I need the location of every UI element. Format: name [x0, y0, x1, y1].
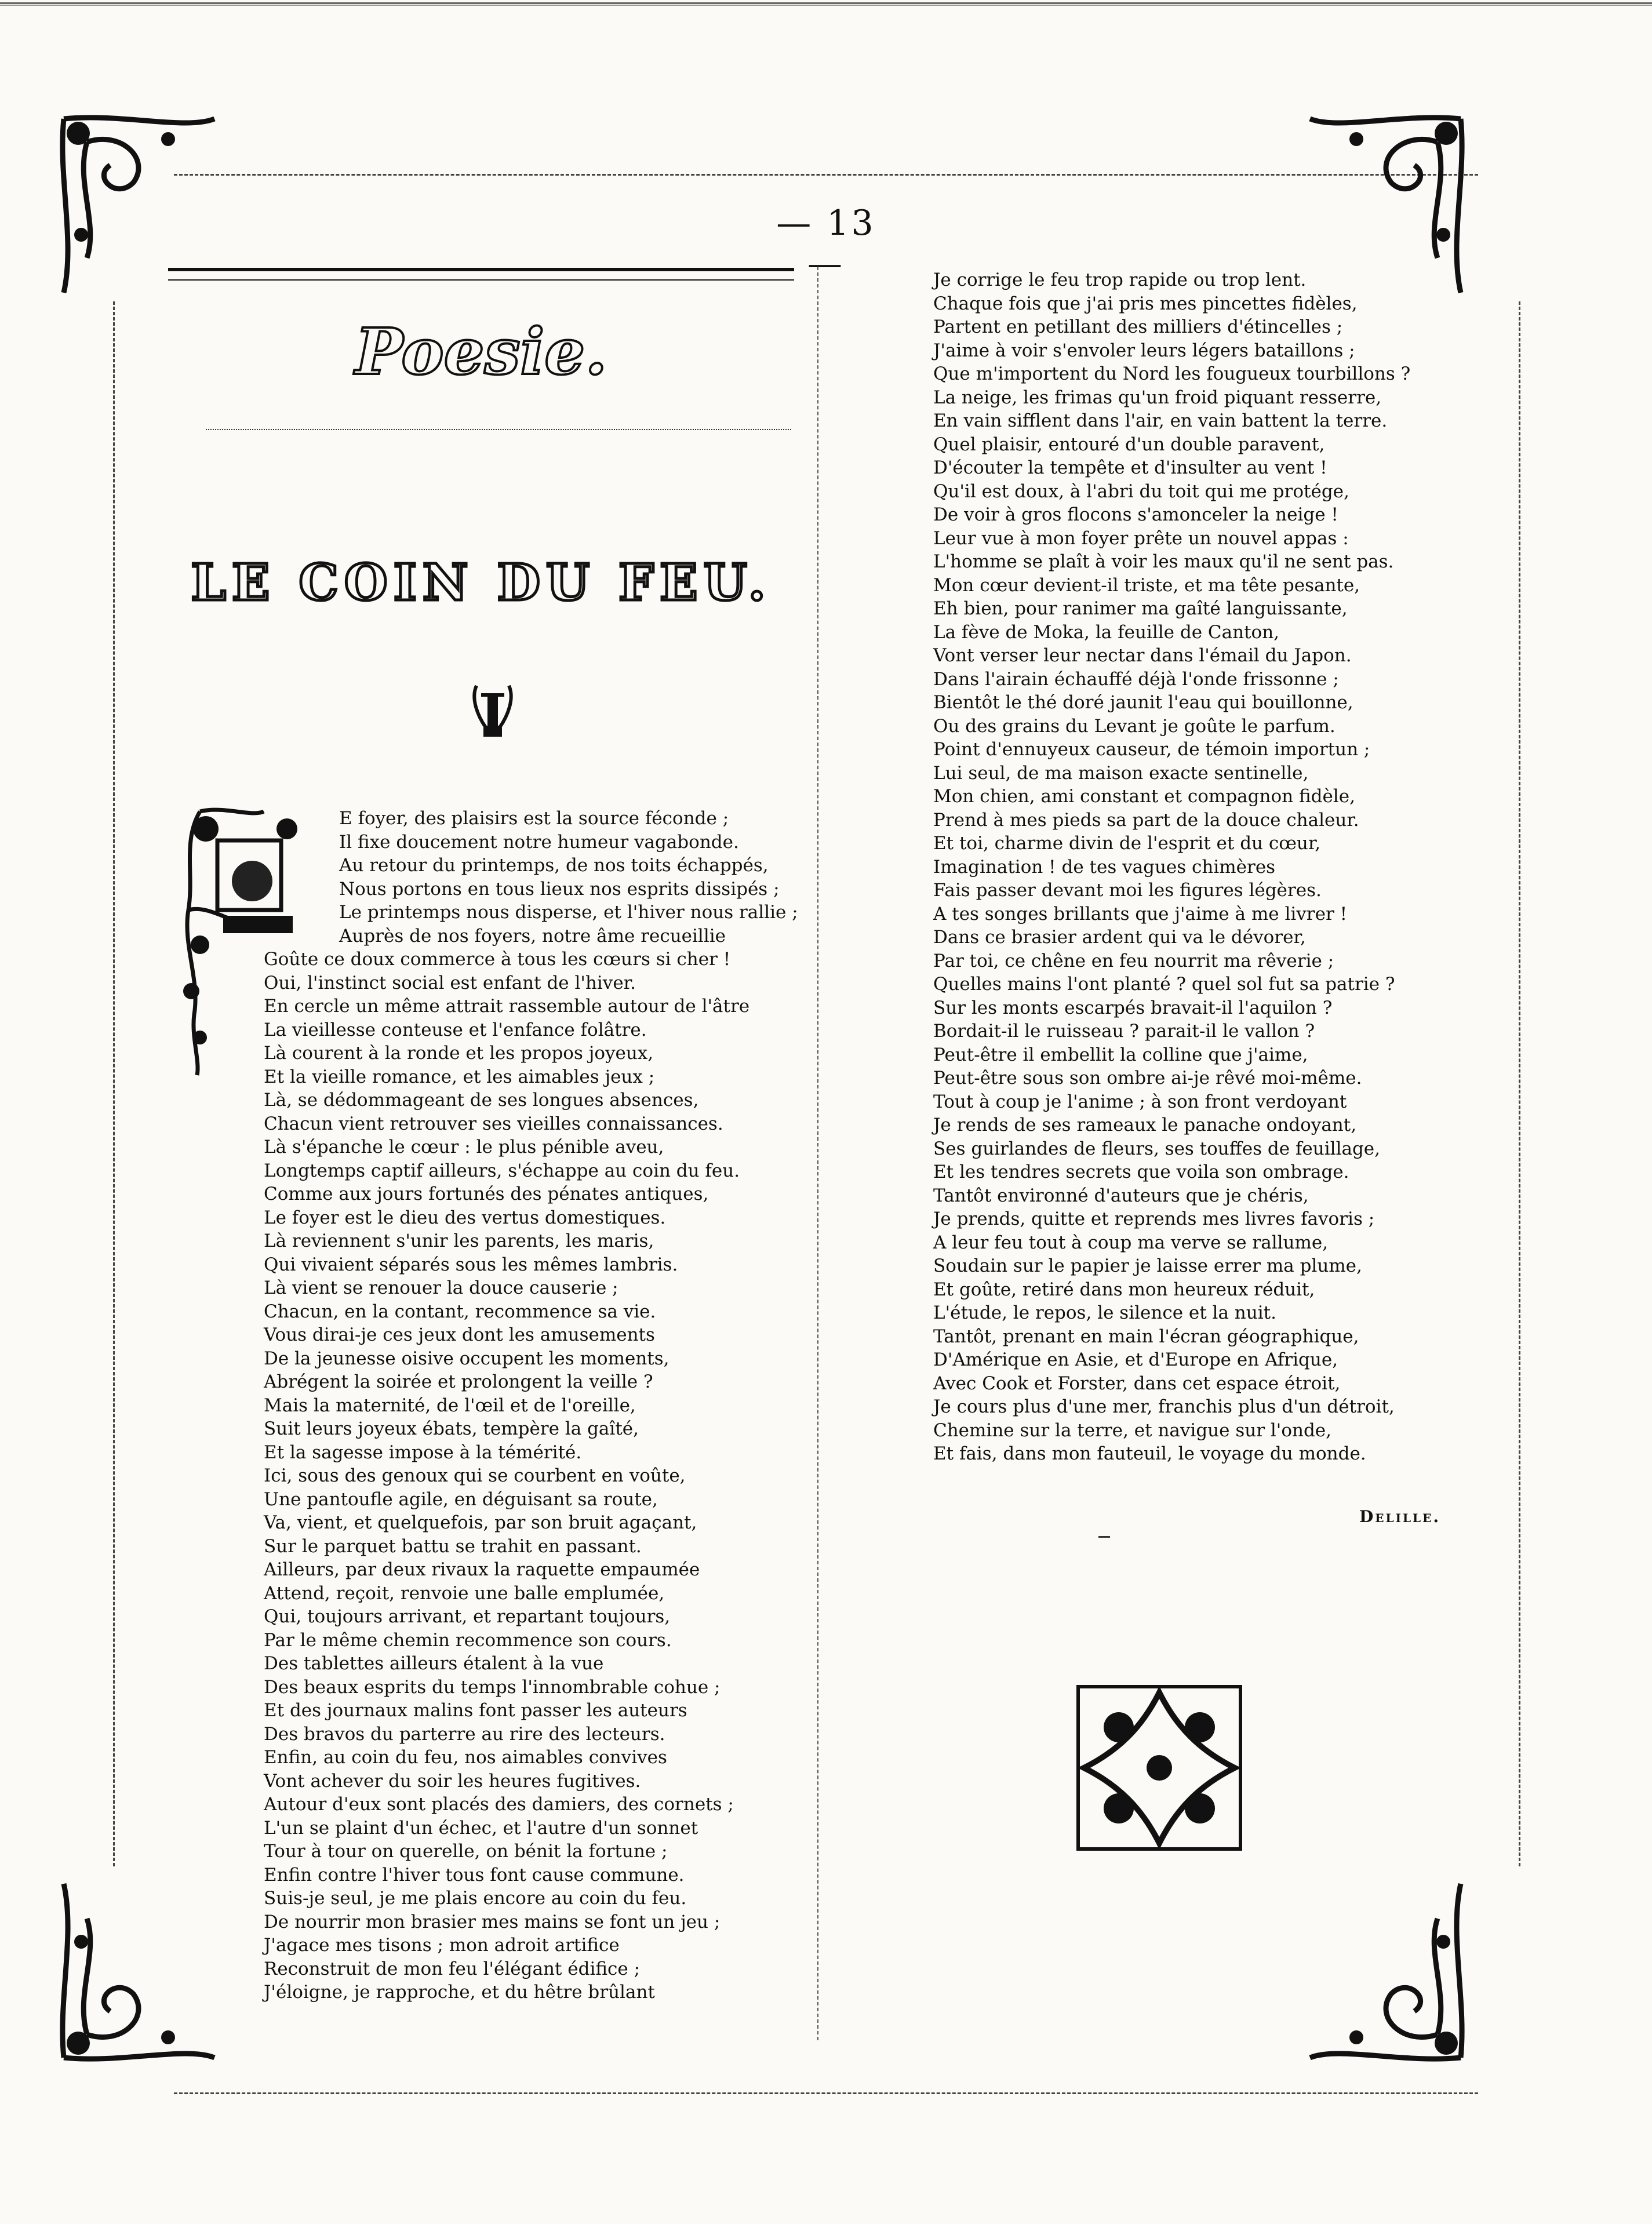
poem-line: Mon cœur devient-il triste, et ma tête pesante,	[933, 574, 1360, 596]
poem-line: Et goûte, retiré dans mon heureux réduit,	[933, 1279, 1315, 1300]
poem-line: Ici, sous des genoux qui se courbent en voûte,	[264, 1465, 686, 1486]
poem-line: Lui seul, de ma maison exacte sentinelle,	[933, 762, 1309, 784]
poem-line: Je corrige le feu trop rapide ou trop lent.	[933, 270, 1307, 290]
poem-column-right	[933, 268, 1410, 1466]
column-separator	[817, 267, 818, 2040]
poem-line: Va, vient, et quelquefois, par son bruit agaçant,	[264, 1512, 697, 1533]
poem-line: Mais la maternité, de l'œil et de l'oreille,	[264, 1395, 636, 1416]
poem-line: Bordait-il le ruisseau ? parait-il le vallon ?	[933, 1021, 1315, 1042]
poem-line: Qu'il est doux, à l'abri du toit qui me protége,	[933, 481, 1349, 502]
section-title-text: LE COIN DU FEU.	[191, 554, 772, 612]
poem-line: Vous dirai-je ces jeux dont les amusements	[264, 1324, 655, 1345]
tailpiece-ornament	[1072, 1681, 1246, 1855]
top-edge-rule	[0, 2, 1652, 6]
poem-line: Là vient se renouer la douce causerie ;	[264, 1277, 618, 1298]
poem-line: Je cours plus d'une mer, franchis plus d'un détroit,	[933, 1396, 1395, 1417]
poem-line: Là s'épanche le cœur : le plus pénible aveu,	[264, 1137, 664, 1158]
poem-line: Là, se dédommageant de ses longues absences,	[264, 1090, 699, 1111]
poem-line: Vont verser leur nectar dans l'émail du Japon.	[933, 645, 1352, 666]
poem-line: Je rends de ses rameaux le panache ondoyant,	[933, 1115, 1357, 1135]
poem-line: En cercle un même attrait rassemble autour de l'âtre	[264, 996, 750, 1017]
poem-line: Goûte ce doux commerce à tous les cœurs si cher !	[264, 949, 731, 970]
poem-line: Qui vivaient séparés sous les mêmes lambris.	[264, 1254, 678, 1275]
poem-line: Par le même chemin recommence son cours.	[264, 1629, 672, 1651]
small-dash	[1098, 1536, 1110, 1538]
poem-line: Sur les monts escarpés bravait-il l'aquilon ?	[933, 997, 1333, 1018]
poem-line: Oui, l'instinct social est enfant de l'hiver.	[264, 972, 636, 993]
poem-line: Je prends, quitte et reprends mes livres favoris ;	[933, 1209, 1375, 1229]
poesie-heading	[330, 301, 632, 406]
poem-line: Tantôt, prenant en main l'écran géographique,	[933, 1326, 1359, 1347]
poem-line: Et fais, dans mon fauteuil, le voyage du monde.	[933, 1443, 1366, 1464]
poem-line: Avec Cook et Forster, dans cet espace étroit,	[933, 1373, 1341, 1394]
poem-line: Là reviennent s'unir les parents, les maris,	[264, 1231, 654, 1251]
frame-bottom	[174, 2092, 1478, 2094]
poem-line: Peut-être il embellit la colline que j'aime,	[933, 1044, 1308, 1065]
poem-line: De voir à gros flocons s'amonceler la neige !	[933, 504, 1338, 525]
poem-line: Le printemps nous disperse, et l'hiver nous rallie ;	[339, 902, 798, 923]
poem-column-left	[264, 807, 798, 2004]
poem-line: Par toi, ce chêne en feu nourrit ma rêverie ;	[933, 950, 1334, 971]
poem-line: Vont achever du soir les heures fugitives.	[264, 1770, 641, 1792]
poem-line: D'écouter la tempête et d'insulter au vent !	[933, 457, 1327, 478]
poem-line: Dans l'airain échauffé déjà l'onde frissonne ;	[933, 668, 1339, 690]
title-dotted-rule	[206, 429, 791, 430]
poem-line: Et des journaux malins font passer les auteurs	[264, 1700, 687, 1721]
poem-line: Leur vue à mon foyer prête un nouvel appas :	[933, 527, 1349, 549]
poem-line: Auprès de nos foyers, notre âme recueillie	[339, 925, 726, 947]
poem-line: Une pantoufle agile, en déguisant sa route,	[264, 1488, 658, 1510]
poem-line: Des tablettes ailleurs étalent à la vue	[264, 1653, 604, 1674]
poem-line: De nourrir mon brasier mes mains se font un jeu ;	[264, 1911, 721, 1932]
poem-line: E foyer, des plaisirs est la source féconde ;	[339, 808, 729, 829]
poem-line: Partent en petillant des milliers d'étincelles ;	[933, 316, 1343, 337]
poem-line: Reconstruit de mon feu l'élégant édifice ;	[264, 1958, 641, 1979]
poem-line: L'étude, le repos, le silence et la nuit.	[933, 1302, 1276, 1323]
poem-line: Que m'importent du Nord les fougueux tourbillons ?	[933, 363, 1411, 384]
poem-line: Et la vieille romance, et les aimables jeux ;	[264, 1066, 655, 1087]
poem-line: Tout à coup je l'anime ; à son front verdoyant	[933, 1091, 1347, 1112]
poem-line: Comme aux jours fortunés des pénates antiques,	[264, 1184, 709, 1204]
lyre-icon	[470, 681, 516, 745]
poem-line: Chemine sur la terre, et navigue sur l'onde,	[933, 1419, 1331, 1441]
corner-ornament-bottom-left	[52, 1872, 226, 2069]
frame-right	[1519, 301, 1520, 1866]
poem-line: La vieillesse conteuse et l'enfance folâtre.	[264, 1019, 647, 1040]
poem-line: Peut-être sous son ombre ai-je rêvé moi-même.	[933, 1068, 1362, 1089]
poem-line: De la jeunesse oisive occupent les moments,	[264, 1348, 669, 1369]
poem-line: Chacun, en la contant, recommence sa vie.	[264, 1301, 656, 1322]
poem-line: Dans ce brasier ardent qui va le dévorer,	[933, 927, 1306, 948]
poem-line: La neige, les frimas qu'un froid piquant resserre,	[933, 387, 1382, 408]
poem-line: Chacun vient retrouver ses vieilles connaissances.	[264, 1113, 723, 1134]
frame-left	[113, 301, 115, 1866]
poem-line: Attend, reçoit, renvoie une balle emplumée,	[264, 1582, 665, 1604]
poem-line: Au retour du printemps, de nos toits échappés,	[339, 855, 769, 876]
poem-line: J'aime à voir s'envoler leurs légers bataillons ;	[933, 340, 1355, 361]
poem-line: Ses guirlandes de fleurs, ses touffes de feuillage,	[933, 1138, 1381, 1159]
poem-line: Et toi, charme divin de l'esprit et du cœur,	[933, 833, 1321, 854]
poem-line: L'homme se plaît à voir les maux qu'il ne sent pas.	[933, 551, 1394, 572]
poem-line: Enfin, au coin du feu, nos aimables convives	[264, 1747, 667, 1768]
author-signature: Delille.	[1359, 1507, 1441, 1526]
poem-line: Et les tendres secrets que voila son ombrage.	[933, 1162, 1349, 1182]
frame-top	[174, 174, 1478, 176]
poem-line: Des beaux esprits du temps l'innombrable cohue ;	[264, 1676, 721, 1698]
poem-line: D'Amérique en Asie, et d'Europe en Afrique,	[933, 1349, 1338, 1370]
corner-ornament-bottom-right	[1298, 1872, 1472, 2069]
poem-line: Prend à mes pieds sa part de la douce chaleur.	[933, 809, 1359, 831]
poem-line: Abrégent la soirée et prolongent la veille ?	[264, 1371, 653, 1392]
poem-line: Soudain sur le papier je laisse errer ma plume,	[933, 1255, 1362, 1276]
header-rule	[168, 268, 794, 281]
poem-line: A tes songes brillants que j'aime à me livrer !	[933, 903, 1348, 924]
poem-line: Là courent à la ronde et les propos joyeux,	[264, 1043, 654, 1064]
poem-line: Eh bien, pour ranimer ma gaîté languissante,	[933, 598, 1348, 619]
poem-line: J'agace mes tisons ; mon adroit artifice	[264, 1935, 620, 1956]
poem-line: Ou des grains du Levant je goûte le parfum.	[933, 715, 1336, 737]
section-title	[191, 551, 772, 614]
poem-line: Suit leurs joyeux ébats, tempère la gaîté,	[264, 1418, 639, 1439]
poem-line: Fais passer devant moi les figures légères.	[933, 880, 1322, 901]
poem-line: Enfin contre l'hiver tous font cause commune.	[264, 1864, 685, 1886]
poem-line: L'un se plaint d'un échec, et l'autre d'un sonnet	[264, 1817, 698, 1839]
poem-line: En vain sifflent dans l'air, en vain battent la terre.	[933, 410, 1388, 431]
poem-line: Des bravos du parterre au rire des lecteurs.	[264, 1723, 665, 1745]
page-number: — 13 —	[776, 203, 876, 284]
poem-line: J'éloigne, je rapproche, et du hêtre brûlant	[264, 1982, 655, 2003]
poem-line: Quelles mains l'ont planté ? quel sol fut sa patrie ?	[933, 974, 1395, 995]
poem-line: Ailleurs, par deux rivaux la raquette empaumée	[264, 1559, 700, 1580]
poem-line: Suis-je seul, je me plais encore au coin du feu.	[264, 1888, 687, 1909]
poem-line: Il fixe doucement notre humeur vagabonde.	[339, 831, 739, 853]
poem-line: Et la sagesse impose à la témérité.	[264, 1442, 582, 1463]
poem-line: Autour d'eux sont placés des damiers, des cornets ;	[264, 1794, 734, 1815]
poem-line: A leur feu tout à coup ma verve se rallume,	[933, 1232, 1329, 1253]
poem-line: Qui, toujours arrivant, et repartant toujours,	[264, 1606, 671, 1627]
poem-line: Le foyer est le dieu des vertus domestiques.	[264, 1207, 666, 1228]
poem-line: Imagination ! de tes vagues chimères	[933, 856, 1276, 878]
poem-line: La fève de Moka, la feuille de Canton,	[933, 621, 1280, 643]
poem-line: Chaque fois que j'ai pris mes pincettes fidèles,	[933, 293, 1358, 314]
poesie-heading-text: Poesie.	[355, 314, 607, 389]
poem-line: Mon chien, ami constant et compagnon fidèle,	[933, 786, 1355, 807]
poem-line: Point d'ennuyeux causeur, de témoin importun ;	[933, 739, 1370, 760]
poem-line: Tantôt environné d'auteurs que je chéris,	[933, 1185, 1309, 1206]
poem-line: Longtemps captif ailleurs, s'échappe au coin du feu.	[264, 1160, 740, 1181]
poem-line: Tour à tour on querelle, on bénit la fortune ;	[264, 1841, 668, 1862]
poem-line: Quel plaisir, entouré d'un double paravent,	[933, 434, 1325, 455]
poem-line: Nous portons en tous lieux nos esprits dissipés ;	[339, 878, 780, 900]
poem-line: Sur le parquet battu se trahit en passant.	[264, 1535, 642, 1557]
poem-line: Bientôt le thé doré jaunit l'eau qui bouillonne,	[933, 692, 1353, 713]
